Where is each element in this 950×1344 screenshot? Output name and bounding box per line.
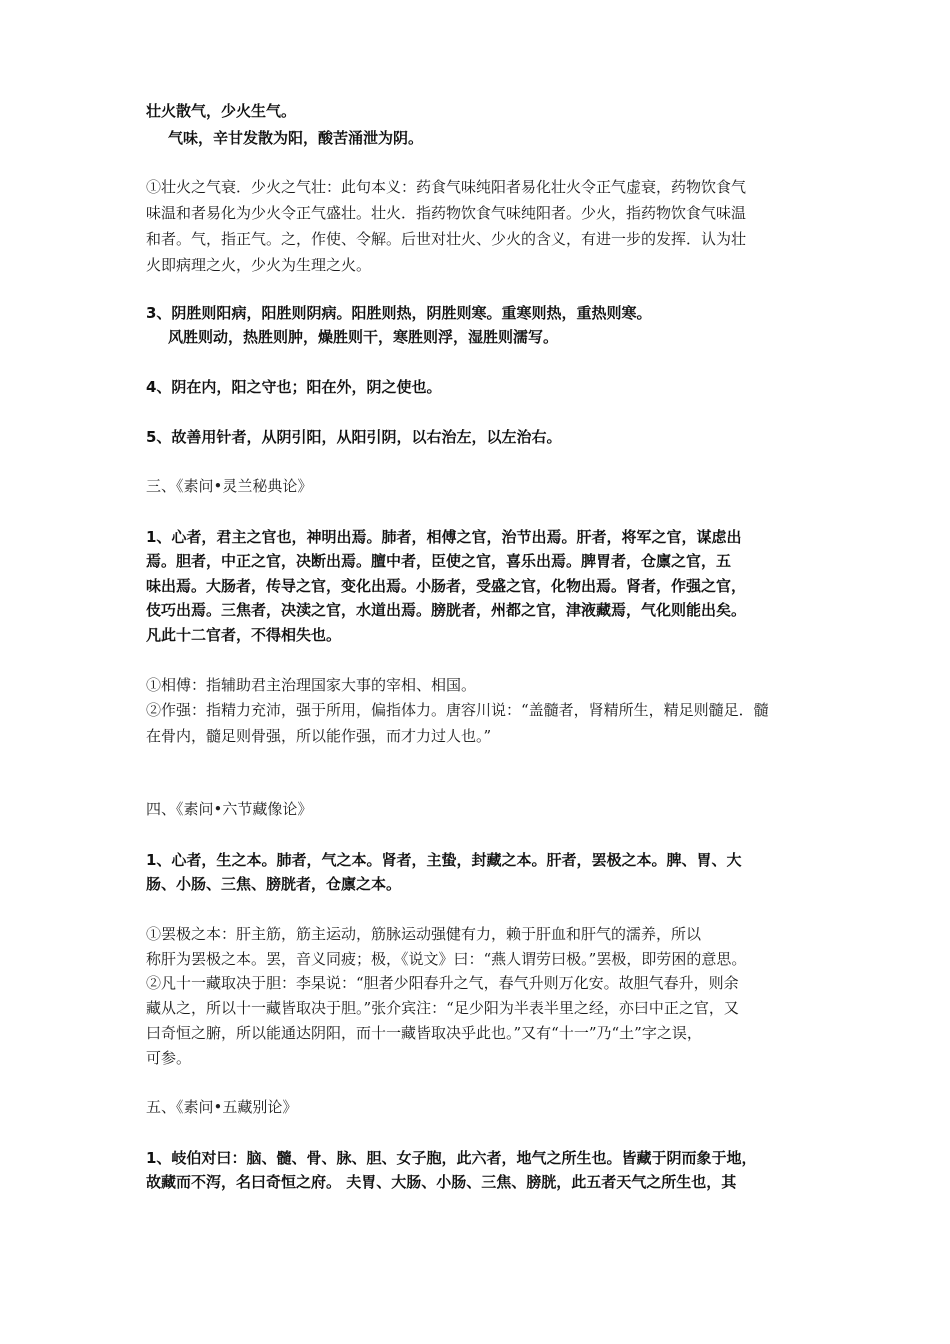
- text-line: 味出焉。大肠者，传导之官，变化出焉。小肠者，受盛之官，化物出焉。肾者，作强之官，: [146, 577, 747, 595]
- annotation-line: ①壮火之气衰．少火之气壮：此句本义：药食气味纯阳者易化壮火令正气虚衰，药物饮食气: [146, 178, 747, 196]
- text-line: 伎巧出焉。三焦者，决渎之官，水道出焉。膀胱者，州都之官，津液藏焉，气化则能出矣。: [146, 601, 747, 619]
- text-line: 肠、小肠、三焦、膀胱者，仓廪之本。: [146, 875, 402, 893]
- text-line: 3、阴胜则阳病，阳胜则阴病。阳胜则热，阴胜则寒。重寒则热，重热则寒。: [146, 304, 652, 322]
- text-line: 焉。胆者，中正之官，决断出焉。膻中者，臣使之官，喜乐出焉。脾胃者，仓廪之官，五: [146, 552, 732, 570]
- text-line: 4、阴在内，阳之守也；阳在外，阴之使也。: [146, 378, 442, 396]
- annotation-line: 曰奇恒之腑，所以能通达阴阳，而十一藏皆取决乎此也。”又有“十一”乃“土”字之误，: [146, 1024, 702, 1042]
- annotation-line: ①相傅：指辅助君主治理国家大事的宰相、相国。: [146, 676, 477, 694]
- annotation-line: ①罢极之本：肝主筋，筋主运动，筋脉运动强健有力，赖于肝血和肝气的濡养，所以: [146, 925, 702, 943]
- text-line: 风胜则动，热胜则肿，燥胜则干，寒胜则浮，湿胜则濡写。: [168, 328, 559, 346]
- annotation-line: 藏从之，所以十一藏皆取决于胆。”张介宾注：“足少阳为半表半里之经，亦曰中正之官，又: [146, 999, 739, 1017]
- section-heading: 三、《素问•灵兰秘典论》: [146, 477, 313, 495]
- annotation-line: ②凡十一藏取决于胆：李杲说：“胆者少阳春升之气，春气升则万化安。故胆气春升，则余: [146, 974, 739, 992]
- text-line: 1、岐伯对曰：脑、髓、骨、脉、胆、女子胞，此六者，地气之所生也。皆藏于阴而象于地，: [146, 1149, 757, 1167]
- text-line: 1、心者，君主之官也，神明出焉。肺者，相傅之官，治节出焉。肝者，将军之官，谋虑出: [146, 528, 742, 546]
- annotation-line: 火即病理之火，少火为生理之火。: [146, 256, 372, 274]
- text-line: 5、故善用针者，从阴引阳，从阳引阴，以右治左，以左治右。: [146, 428, 562, 446]
- annotation-line: 在骨内，髓足则骨强，所以能作强，而才力过人也。”: [146, 727, 492, 745]
- annotation-line: 称肝为罢极之本。罢，音义同疲；极，《说文》曰：“燕人谓劳曰极。”罢极，即劳困的意思。: [146, 950, 747, 968]
- annotation-line: ②作强：指精力充沛，强于所用，偏指体力。唐容川说：“盖髓者，肾精所生，精足则髓足．髓: [146, 701, 769, 719]
- text-line: 故藏而不泻，名曰奇恒之府。 夫胃、大肠、小肠、三焦、膀胱，此五者天气之所生也，其: [146, 1173, 737, 1191]
- annotation-line: 可参。: [146, 1049, 192, 1067]
- text-line: 凡此十二官者，不得相失也。: [146, 626, 342, 644]
- text-line: 壮火散气，少火生气。: [146, 102, 297, 120]
- section-heading: 五、《素问•五藏别论》: [146, 1098, 298, 1116]
- annotation-line: 和者。气，指正气。之，作使、令解。后世对壮火、少火的含义，有进一步的发挥．认为壮: [146, 230, 747, 248]
- text-line: 气味，辛甘发散为阳，酸苦涌泄为阴。: [168, 129, 424, 147]
- text-line: 1、心者，生之本。肺者，气之本。肾者，主蛰，封藏之本。肝者，罢极之本。脾、胃、大: [146, 851, 742, 869]
- section-heading: 四、《素问•六节藏像论》: [146, 800, 313, 818]
- annotation-line: 味温和者易化为少火令正气盛壮。壮火．指药物饮食气味纯阳者。少火，指药物饮食气味温: [146, 204, 747, 222]
